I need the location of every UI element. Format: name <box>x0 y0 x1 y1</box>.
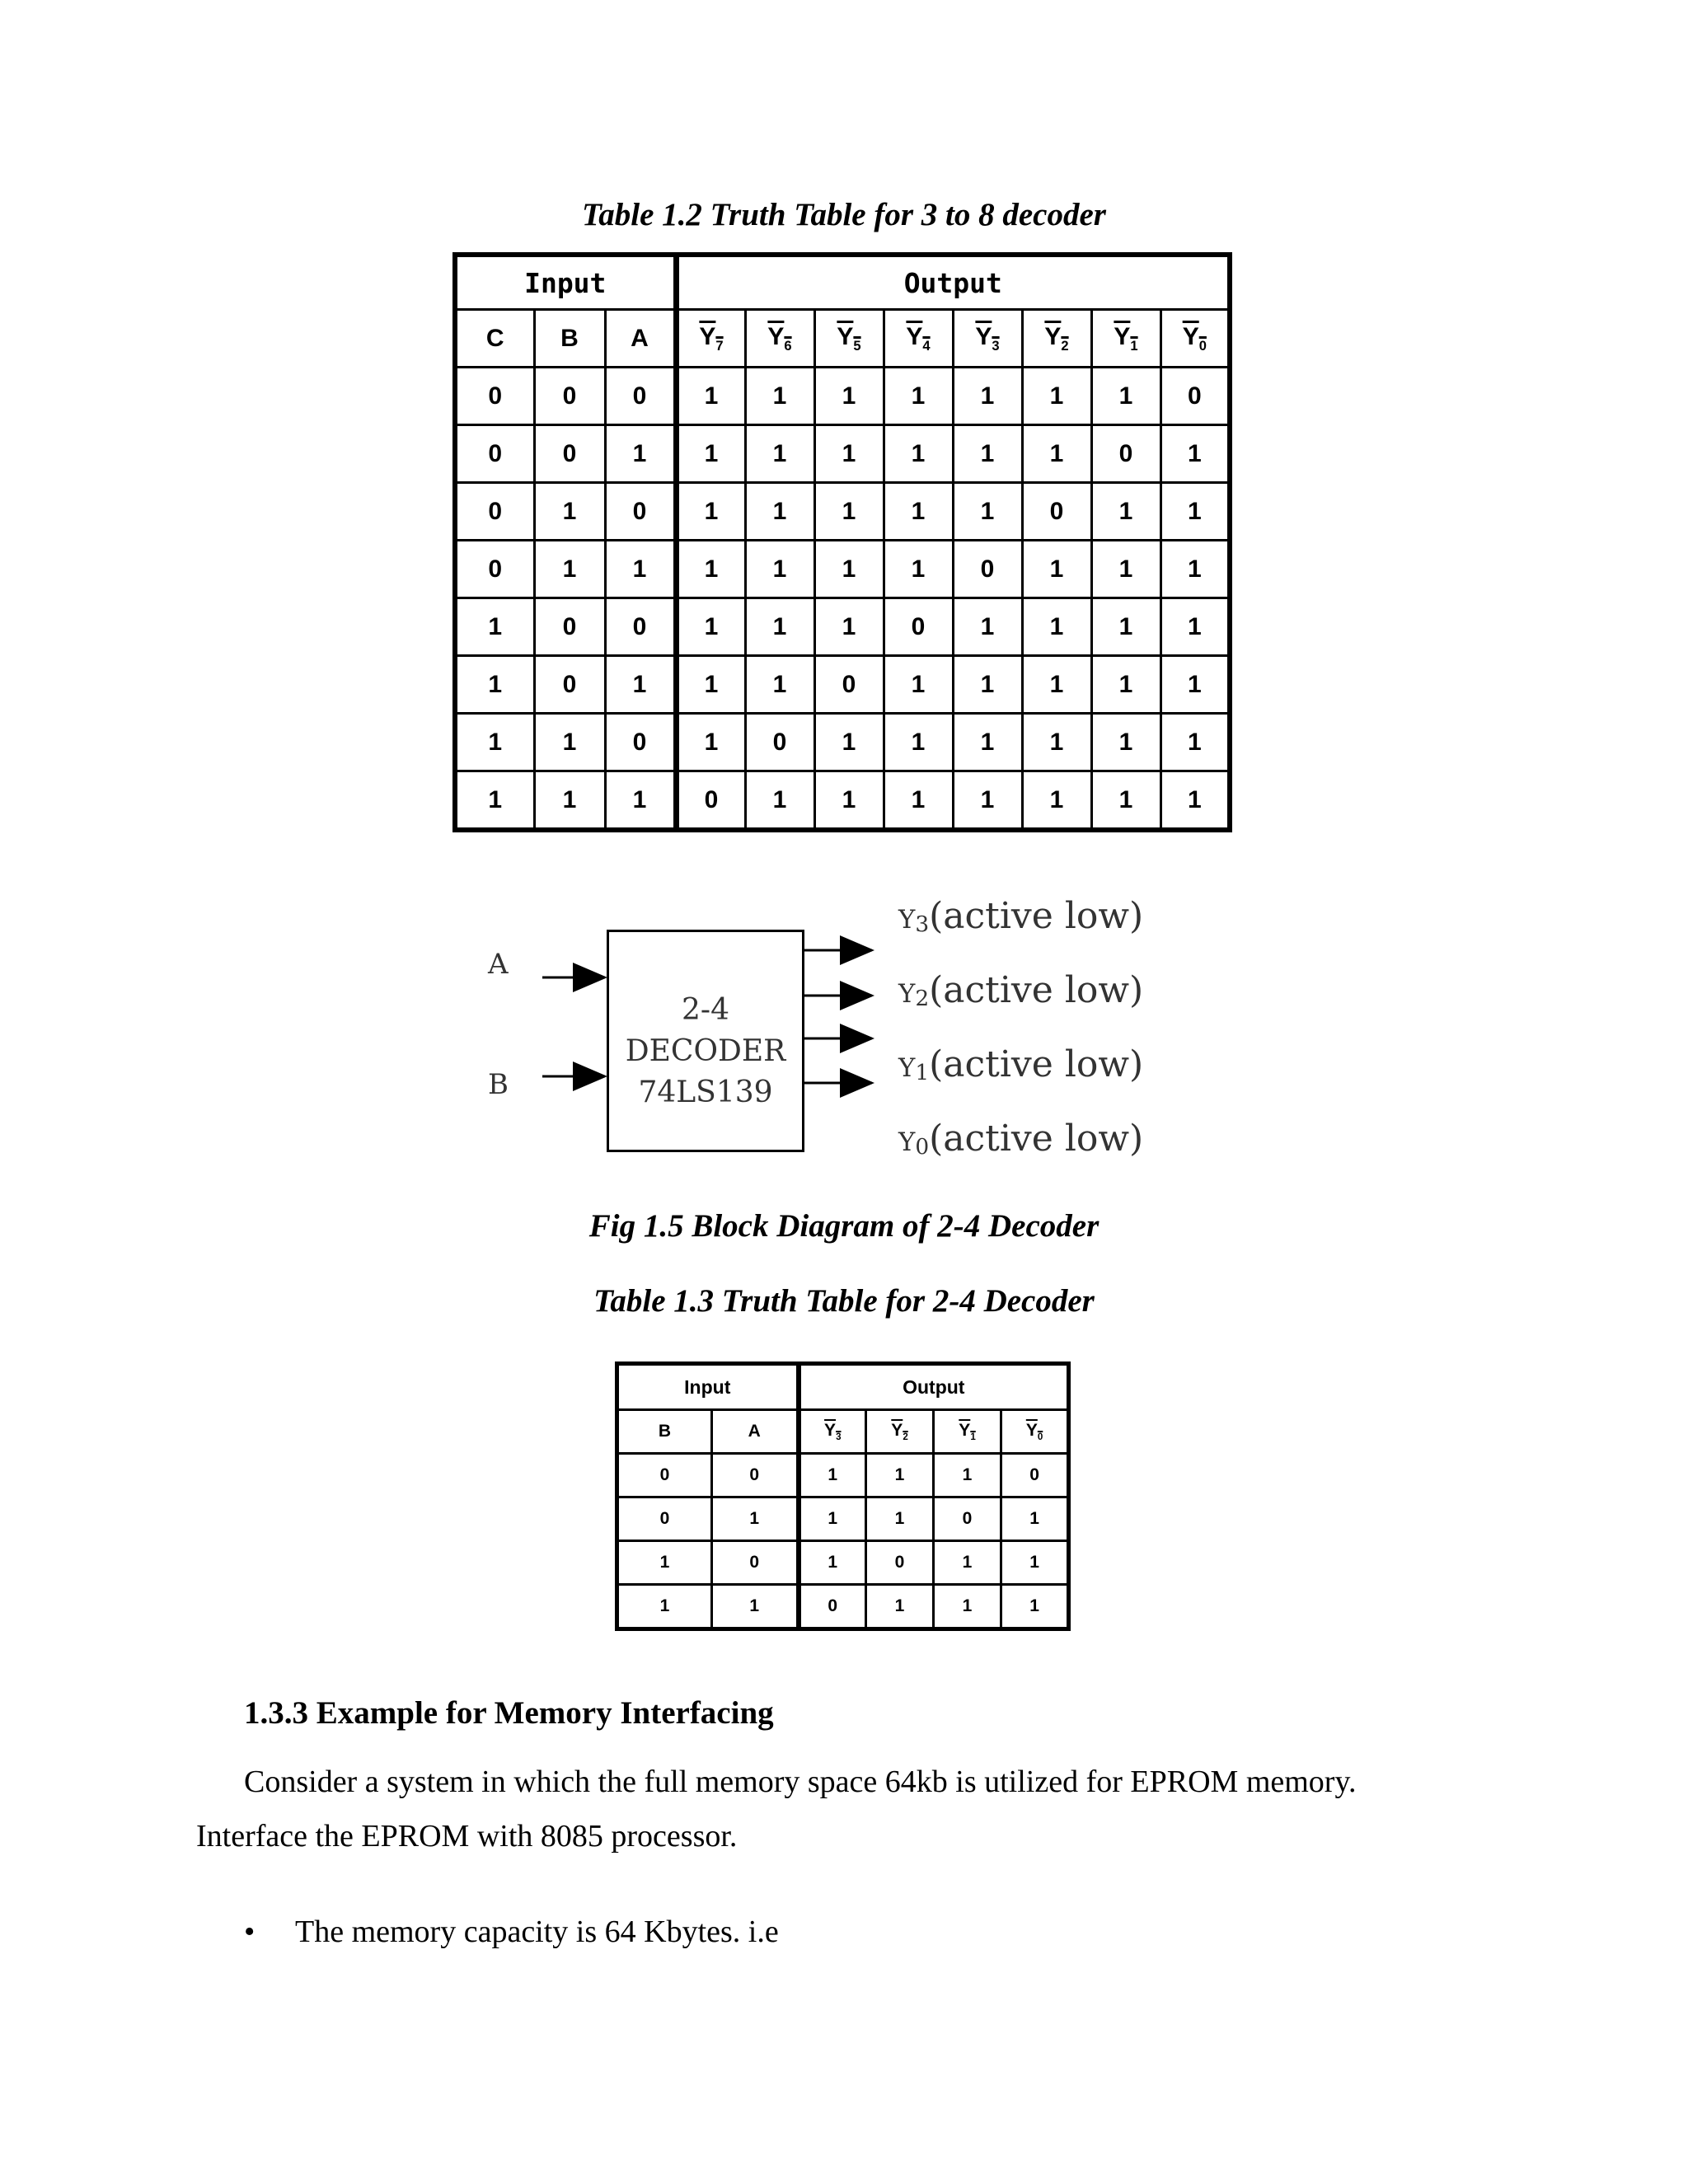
output-column-header <box>799 1410 866 1454</box>
table-cell: 0 <box>605 368 676 425</box>
active-low-label: $Y_2$ <box>891 1420 908 1443</box>
table-cell: 1 <box>712 1497 799 1541</box>
table-cell: 1 <box>1160 598 1230 656</box>
table-cell: 1 <box>1022 368 1091 425</box>
table-cell: 1 <box>866 1585 934 1629</box>
output-column-header <box>1022 310 1091 368</box>
table-cell: 0 <box>676 771 745 831</box>
table-cell: 1 <box>1001 1497 1069 1541</box>
table-row <box>455 714 1230 771</box>
decoder-box-line-1: 2-4 <box>682 993 729 1027</box>
output-column-header <box>934 1410 1001 1454</box>
table-cell: 1 <box>605 541 676 598</box>
decoder-box <box>607 930 804 1152</box>
table-cell: 1 <box>1160 541 1230 598</box>
table-cell: 1 <box>934 1454 1001 1497</box>
table-cell: 1 <box>1091 541 1160 598</box>
input-column-header: B <box>534 310 605 368</box>
table-cell: 1 <box>617 1585 712 1629</box>
table-cell: 1 <box>1022 656 1091 714</box>
table-cell: 1 <box>745 598 814 656</box>
table-cell: 1 <box>799 1497 866 1541</box>
table-cell: 1 <box>884 656 953 714</box>
table-1-2-caption: Table 1.2 Truth Table for 3 to 8 decoder <box>582 197 1106 232</box>
output-label-y1: Y1(active low) <box>898 1043 1144 1085</box>
table-cell: 0 <box>745 714 814 771</box>
table-cell: 1 <box>814 771 884 831</box>
table-cell: 1 <box>455 771 534 831</box>
input-column-header: A <box>712 1410 799 1454</box>
table-cell: 1 <box>814 714 884 771</box>
table-row <box>455 771 1230 831</box>
table-1-3-caption: Table 1.3 Truth Table for 2-4 Decoder <box>593 1283 1095 1319</box>
output-label-y3: Y3(active low) <box>898 895 1144 937</box>
table-cell: 1 <box>745 771 814 831</box>
table-cell: 1 <box>884 483 953 541</box>
table-cell: 1 <box>953 425 1022 483</box>
table-cell: 1 <box>953 714 1022 771</box>
table-row <box>617 1497 1069 1541</box>
table-row <box>455 598 1230 656</box>
active-low-label: $Y_6$ <box>767 322 792 354</box>
table-cell: 0 <box>534 598 605 656</box>
bullet-dot: • <box>244 1915 256 1949</box>
active-low-label: $Y_3$ <box>824 1420 842 1443</box>
table-cell: 1 <box>814 483 884 541</box>
table-row <box>617 1541 1069 1585</box>
table-cell: 1 <box>1022 541 1091 598</box>
table-cell: 1 <box>745 368 814 425</box>
table-cell: 1 <box>617 1541 712 1585</box>
table-cell: 1 <box>934 1585 1001 1629</box>
table-cell: 1 <box>534 771 605 831</box>
active-low-label: $Y_1$ <box>1114 322 1138 354</box>
table-cell: 1 <box>799 1454 866 1497</box>
decoder-box-line-3: 74LS139 <box>638 1076 773 1109</box>
table-cell: 0 <box>605 483 676 541</box>
table-cell: 1 <box>676 598 745 656</box>
input-column-header: C <box>455 310 534 368</box>
table-cell: 1 <box>814 598 884 656</box>
output-group-header: Output <box>676 255 1230 310</box>
input-a-label: A <box>488 948 509 981</box>
table-cell: 1 <box>1160 483 1230 541</box>
paragraph-line-1: Consider a system in which the full memory space 64kb is utilized for EPROM memory. <box>244 1765 1357 1799</box>
table-cell: 1 <box>1160 714 1230 771</box>
active-low-label: $Y_4$ <box>906 322 931 354</box>
table-cell: 1 <box>455 598 534 656</box>
active-low-label: $Y_2$ <box>1044 322 1069 354</box>
table-row <box>455 368 1230 425</box>
output-column-header <box>676 310 745 368</box>
table-cell: 1 <box>745 425 814 483</box>
table-cell: 0 <box>814 656 884 714</box>
table-cell: 1 <box>953 598 1022 656</box>
table-cell: 1 <box>1160 425 1230 483</box>
table-row <box>617 1585 1069 1629</box>
table-cell: 0 <box>617 1454 712 1497</box>
table-cell: 1 <box>1022 425 1091 483</box>
input-column-header: B <box>617 1410 712 1454</box>
paragraph-line-2: Interface the EPROM with 8085 processor. <box>196 1819 738 1854</box>
table-cell: 1 <box>1001 1585 1069 1629</box>
input-group-header: Input <box>617 1364 799 1410</box>
table-cell: 1 <box>799 1541 866 1585</box>
table-cell: 1 <box>676 483 745 541</box>
input-column-header: A <box>605 310 676 368</box>
active-low-label: $Y_5$ <box>837 322 861 354</box>
output-column-header <box>884 310 953 368</box>
table-cell: 1 <box>1160 771 1230 831</box>
active-low-label: $Y_0$ <box>1182 322 1207 354</box>
output-column-header <box>866 1410 934 1454</box>
table-cell: 1 <box>884 368 953 425</box>
table-cell: 0 <box>1160 368 1230 425</box>
table-cell: 1 <box>866 1454 934 1497</box>
table-cell: 0 <box>1022 483 1091 541</box>
output-column-header <box>1160 310 1230 368</box>
table-cell: 1 <box>1091 483 1160 541</box>
table-cell: 1 <box>676 425 745 483</box>
active-low-label: $Y_3$ <box>975 322 1000 354</box>
table-row <box>455 425 1230 483</box>
table-row <box>455 483 1230 541</box>
table-cell: 1 <box>745 483 814 541</box>
table-cell: 0 <box>534 425 605 483</box>
table-cell: 0 <box>866 1541 934 1585</box>
table-cell: 0 <box>1091 425 1160 483</box>
table-cell: 0 <box>455 541 534 598</box>
table-cell: 1 <box>814 541 884 598</box>
table-cell: 1 <box>884 771 953 831</box>
table-cell: 1 <box>1091 771 1160 831</box>
output-label-y0: Y0(active low) <box>898 1118 1144 1160</box>
table-cell: 0 <box>712 1541 799 1585</box>
table-cell: 1 <box>866 1497 934 1541</box>
table-cell: 0 <box>605 714 676 771</box>
table-cell: 0 <box>455 483 534 541</box>
output-column-header <box>1091 310 1160 368</box>
table-cell: 0 <box>799 1585 866 1629</box>
active-low-label: $Y_0$ <box>1025 1420 1043 1443</box>
table-cell: 1 <box>953 368 1022 425</box>
table-cell: 1 <box>1160 656 1230 714</box>
table-cell: 1 <box>676 656 745 714</box>
table-cell: 1 <box>953 771 1022 831</box>
table-cell: 1 <box>953 656 1022 714</box>
table-row <box>455 541 1230 598</box>
table-row <box>455 656 1230 714</box>
table-cell: 1 <box>814 368 884 425</box>
table-cell: 0 <box>534 368 605 425</box>
input-b-label: B <box>488 1068 509 1101</box>
table-cell: 0 <box>884 598 953 656</box>
table-cell: 1 <box>676 714 745 771</box>
table-cell: 1 <box>934 1541 1001 1585</box>
table-cell: 0 <box>934 1497 1001 1541</box>
table-cell: 0 <box>712 1454 799 1497</box>
truth-table-2-to-4 <box>615 1361 1071 1631</box>
output-column-header <box>745 310 814 368</box>
table-cell: 1 <box>1022 598 1091 656</box>
table-cell: 1 <box>1091 714 1160 771</box>
table-cell: 1 <box>676 541 745 598</box>
table-cell: 1 <box>534 541 605 598</box>
table-cell: 0 <box>455 368 534 425</box>
table-cell: 1 <box>605 656 676 714</box>
table-row <box>617 1454 1069 1497</box>
active-low-label: $Y_7$ <box>699 322 724 354</box>
table-cell: 1 <box>953 483 1022 541</box>
table-cell: 1 <box>884 541 953 598</box>
table-cell: 1 <box>1001 1541 1069 1585</box>
table-cell: 1 <box>745 541 814 598</box>
table-cell: 1 <box>745 656 814 714</box>
table-cell: 1 <box>1091 598 1160 656</box>
table-cell: 1 <box>1022 714 1091 771</box>
table-cell: 1 <box>712 1585 799 1629</box>
table-cell: 1 <box>455 656 534 714</box>
table-cell: 1 <box>1022 771 1091 831</box>
output-column-header <box>814 310 884 368</box>
table-cell: 1 <box>455 714 534 771</box>
input-group-header: Input <box>455 255 676 310</box>
fig-1-5-caption: Fig 1.5 Block Diagram of 2-4 Decoder <box>588 1208 1100 1244</box>
block-diagram-2-4-decoder <box>470 880 1212 1169</box>
output-group-header: Output <box>799 1364 1069 1410</box>
table-cell: 0 <box>1001 1454 1069 1497</box>
table-cell: 0 <box>605 598 676 656</box>
truth-table-3-to-8 <box>452 252 1232 832</box>
table-cell: 1 <box>1091 656 1160 714</box>
table-cell: 0 <box>953 541 1022 598</box>
section-heading: 1.3.3 Example for Memory Interfacing <box>244 1695 774 1731</box>
table-cell: 1 <box>884 425 953 483</box>
active-low-label: $Y_1$ <box>959 1420 976 1443</box>
table-cell: 1 <box>1091 368 1160 425</box>
table-cell: 1 <box>605 425 676 483</box>
output-label-y2: Y2(active low) <box>898 969 1144 1011</box>
table-cell: 1 <box>676 368 745 425</box>
output-column-header <box>1001 1410 1069 1454</box>
table-cell: 1 <box>605 771 676 831</box>
table-cell: 0 <box>455 425 534 483</box>
table-cell: 1 <box>814 425 884 483</box>
decoder-box-line-2: DECODER <box>625 1034 786 1068</box>
bullet-item-text: The memory capacity is 64 Kbytes. i.e <box>295 1915 779 1949</box>
table-cell: 1 <box>534 714 605 771</box>
table-cell: 1 <box>884 714 953 771</box>
output-column-header <box>953 310 1022 368</box>
table-cell: 0 <box>534 656 605 714</box>
table-cell: 0 <box>617 1497 712 1541</box>
table-cell: 1 <box>534 483 605 541</box>
